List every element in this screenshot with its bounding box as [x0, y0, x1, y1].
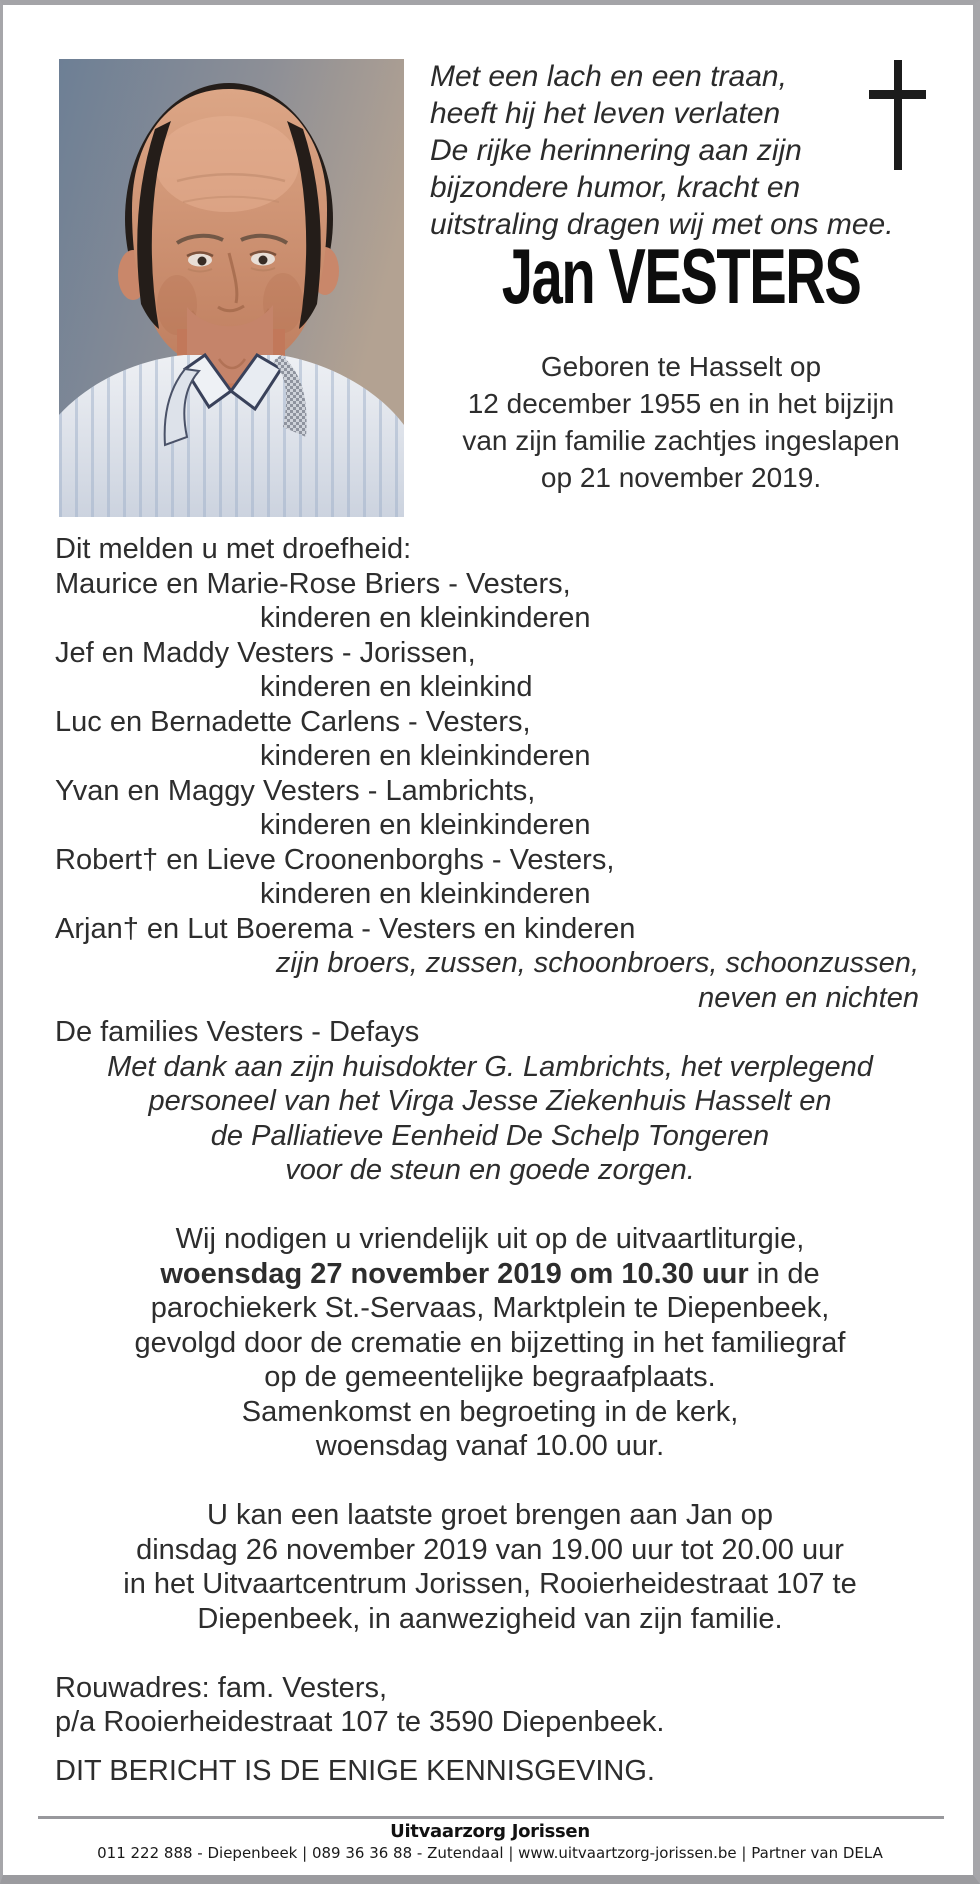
birth-death-line: 12 december 1955 en in het bijzijn	[467, 388, 895, 419]
funeral-datetime-bold: woensdag 27 november 2019 om 10.30 uur	[160, 1257, 749, 1290]
funeral-line: woensdag vanaf 10.00 uur.	[315, 1430, 665, 1462]
family-descendants: kinderen en kleinkinderen	[260, 740, 591, 772]
gratitude-line: personeel van het Virga Jesse Ziekenhuis Hasselt en	[148, 1085, 832, 1117]
epitaph-line: uitstraling dragen wij met ons mee.	[430, 208, 894, 241]
birth-death-line: Geboren te Hasselt op	[540, 351, 822, 382]
funeral-line: Samenkomst en begroeting in de kerk,	[241, 1395, 739, 1428]
epitaph-line: bijzondere humor, kracht en	[430, 171, 801, 204]
funeral-datetime-line	[55, 1257, 925, 1292]
family-descendants: kinderen en kleinkinderen	[260, 602, 591, 634]
family-names: Arjan† en Lut Boerema - Vesters en kinderen	[55, 912, 636, 945]
portrait-photo	[59, 59, 404, 517]
family-names: Luc en Bernadette Carlens - Vesters,	[55, 705, 531, 738]
visitation-line: dinsdag 26 november 2019 van 19.00 uur tot 20.00 uur	[136, 1533, 844, 1566]
visitation-line: U kan een laatste groet brengen aan Jan op	[207, 1499, 773, 1531]
gratitude-line: de Palliatieve Eenheid De Schelp Tongeren	[210, 1119, 770, 1152]
relatives-line: zijn broers, zussen, schoonbroers, schoonzussen,	[275, 947, 919, 979]
family-descendants: kinderen en kleinkind	[260, 671, 533, 703]
epitaph-line: heeft hij het leven verlaten	[430, 97, 781, 130]
footer-company-name: Uitvaarzorg Jorissen	[390, 1821, 590, 1842]
announcement-body	[55, 532, 925, 1788]
funeral-line: op de gemeentelijke begraafplaats.	[264, 1361, 716, 1393]
family-names: Jef en Maddy Vesters - Jorissen,	[55, 636, 476, 669]
relatives-line: neven en nichten	[698, 981, 919, 1014]
mourning-address-line: Rouwadres: fam. Vesters,	[55, 1671, 388, 1704]
funeral-line: parochiekerk St.-Servaas, Marktplein te Diepenbeek,	[150, 1292, 830, 1324]
birth-death-line: op 21 november 2019.	[540, 462, 822, 493]
birth-death-line: van zijn familie zachtjes ingeslapen	[462, 425, 900, 456]
gratitude-line: Met dank aan zijn huisdokter G. Lambrichts, het verplegend	[107, 1050, 873, 1083]
visitation-line: in het Uitvaartcentrum Jorissen, Rooierheidestraat 107 te	[123, 1568, 857, 1600]
gratitude-line: voor de steun en goede zorgen.	[285, 1154, 695, 1186]
birth-death-info	[420, 348, 942, 496]
deceased-name	[420, 232, 942, 320]
family-descendants: kinderen en kleinkinderen	[260, 809, 591, 841]
visitation-line: Diepenbeek, in aanwezigheid van zijn familie.	[197, 1602, 783, 1635]
epitaph-line: De rijke herinnering aan zijn	[430, 134, 802, 167]
family-names: Yvan en Maggy Vesters - Lambrichts,	[55, 774, 536, 807]
deceased-name-text: Jan VESTERS	[501, 232, 861, 320]
funeral-line: gevolgd door de crematie en bijzetting in het familiegraf	[134, 1326, 846, 1359]
portrait-photo-graphic	[59, 59, 404, 517]
footer-contact-info: 011 222 888 - Diepenbeek | 089 36 36 88 - Zutendaal | www.uitvaartzorg-jorissen.be | Partner van DELA	[97, 1844, 883, 1862]
epitaph-line: Met een lach en een traan,	[430, 60, 787, 93]
sole-notice: DIT BERICHT IS DE ENIGE KENNISGEVING.	[55, 1754, 655, 1787]
funeral-datetime-rest: in de	[748, 1257, 820, 1290]
family-names: Robert† en Lieve Croonenborghs - Vesters,	[55, 843, 615, 876]
announcement-intro: Dit melden u met droefheid:	[55, 533, 412, 565]
footer-divider	[38, 1816, 944, 1819]
family-descendants: kinderen en kleinkinderen	[260, 878, 591, 910]
family-names: Maurice en Marie-Rose Briers - Vesters,	[55, 567, 571, 600]
cross-icon	[863, 58, 929, 172]
families-line: De families Vesters - Defays	[55, 1016, 420, 1048]
funeral-invite-line: Wij nodigen u vriendelijk uit op de uitvaartliturgie,	[175, 1223, 805, 1255]
mourning-address-line: p/a Rooierheidestraat 107 te 3590 Diepenbeek.	[55, 1706, 665, 1738]
